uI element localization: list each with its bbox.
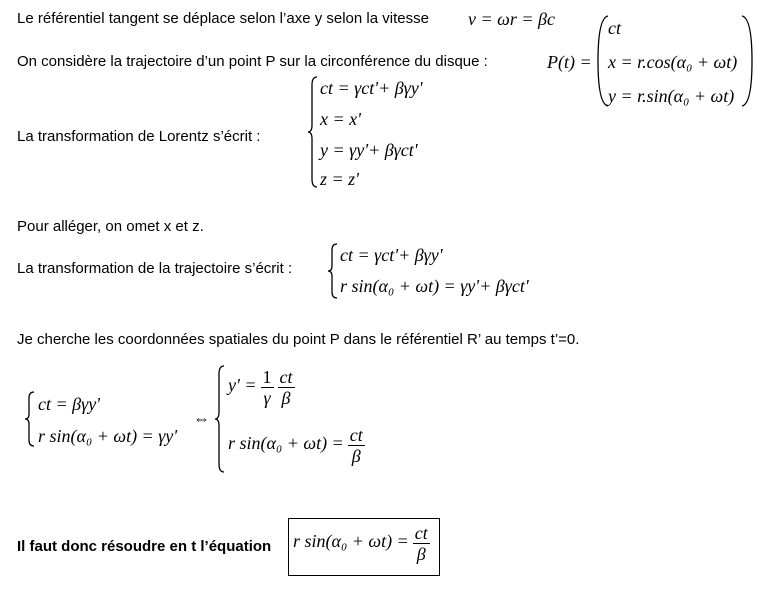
trajectory-transform-text: La transformation de la trajectoire s’écrit :: [17, 260, 293, 277]
fraction-ct-over-beta: [413, 523, 430, 564]
position-row-y: y = r.sin(α₀ + ωt): [608, 86, 735, 106]
position-row-ct: ct: [608, 18, 621, 38]
fraction-den: γ: [263, 388, 271, 408]
position-row-x: x = r.cos(α₀ + ωt): [608, 52, 738, 72]
fraction-den: β: [351, 446, 361, 466]
trajectory-intro-text: On considère la trajectoire d’un point P sur la circonférence du disque :: [17, 53, 488, 70]
trajectory-brace: [327, 242, 339, 300]
omit-text: Pour alléger, on omet x et z.: [17, 218, 204, 235]
position-lhs: P(t) =: [547, 52, 592, 72]
lorentz-row-z: z = z': [320, 169, 360, 189]
boxed-equation-content: [293, 523, 430, 564]
system-right-brace: [214, 364, 226, 474]
velocity-equation: v = ωr = βc: [468, 9, 555, 29]
fraction-num: ct: [349, 425, 363, 445]
system-right-row-rsin-lhs: r sin(α₀ + ωt) =: [228, 433, 344, 454]
lorentz-row-ct: ct = γct'+ βγy': [320, 78, 423, 98]
boxed-equation-lhs: r sin(α₀ + ωt) =: [293, 531, 409, 552]
fraction-num: ct: [414, 523, 428, 543]
equivalence-symbol: ⇔: [193, 409, 210, 428]
system-left-brace: [24, 390, 36, 448]
conclusion-text: Il faut donc résoudre en t l’équation: [17, 538, 272, 555]
trajectory-row-rsin: r sin(α₀ + ωt) = γy'+ βγct': [340, 276, 529, 296]
trajectory-row-ct: ct = γct'+ βγy': [340, 245, 443, 265]
lorentz-intro-text: La transformation de Lorentz s’écrit :: [17, 128, 261, 145]
fraction-ct-over-beta: [348, 425, 365, 466]
system-right-row-y-lhs: y' =: [228, 375, 257, 396]
fraction-num: 1: [262, 367, 272, 387]
system-left-row-rsin: r sin(α₀ + ωt) = γy': [38, 426, 178, 446]
fraction-one-over-gamma: [261, 367, 274, 408]
system-right-row-y: [228, 367, 295, 408]
lorentz-brace: [307, 75, 319, 189]
lorentz-row-x: x = x': [320, 109, 361, 129]
search-coordinates-text: Je cherche les coordonnées spatiales du point P dans le référentiel R’ au temps t’=0.: [17, 331, 580, 348]
system-left-row-ct: ct = βγy': [38, 394, 101, 414]
fraction-den: β: [281, 388, 291, 408]
fraction-num: ct: [279, 367, 293, 387]
lorentz-row-y: y = γy'+ βγct': [320, 140, 418, 160]
system-right-row-rsin: [228, 425, 365, 466]
tangent-frame-text: Le référentiel tangent se déplace selon l’axe y selon la vitesse: [17, 10, 429, 27]
fraction-den: β: [416, 544, 426, 564]
position-right-paren: [740, 14, 754, 108]
fraction-ct-over-beta: [278, 367, 295, 408]
